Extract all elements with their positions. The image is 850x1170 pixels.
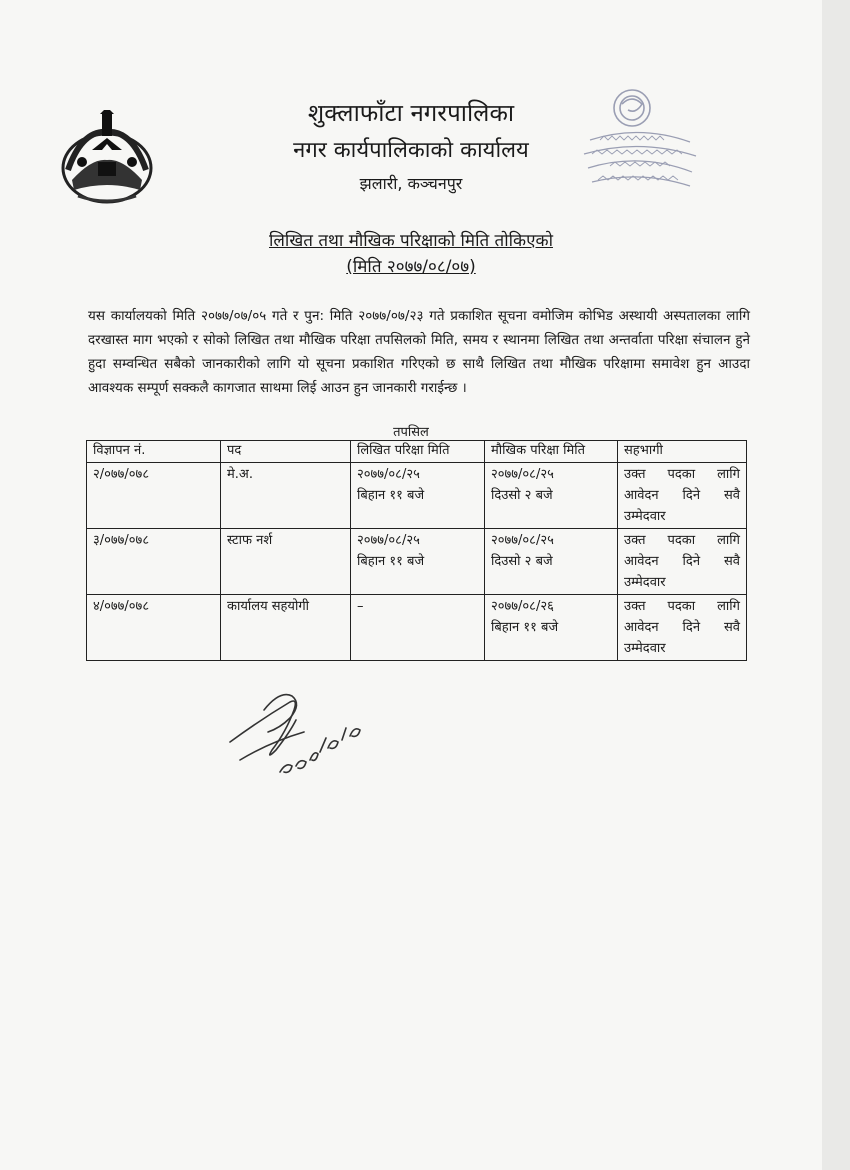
participants-cell [618, 463, 747, 529]
written-time: बिहान ११ बजे [357, 554, 425, 569]
participants-line: उम्मेदवार [624, 641, 666, 656]
oral-date: २०७७/०८/२५ [491, 533, 554, 548]
municipality-name: शुक्लाफाँटा नगरपालिका [307, 99, 515, 127]
oral-time: बिहान ११ बजे [491, 620, 559, 635]
oral-date: २०७७/०८/२५ [491, 467, 554, 482]
post-cell: मे.अ. [221, 463, 351, 529]
oral-time: दिउसो २ बजे [491, 554, 553, 569]
scan-edge [822, 0, 850, 1170]
header-participants: सहभागी [618, 441, 747, 463]
participants-cell [618, 595, 747, 661]
office-name: नगर कार्यपालिकाको कार्यालय [293, 138, 529, 163]
ad-no-cell: ४/०७७/०७८ [87, 595, 221, 661]
ad-no-cell: २/०७७/०७८ [87, 463, 221, 529]
table-caption: तपसिल [393, 425, 429, 440]
handwritten-signature [220, 680, 380, 780]
notice-title: लिखित तथा मौखिक परिक्षाको मिति तोकिएको [269, 231, 553, 251]
table-row [87, 529, 747, 595]
participants-line: आवेदन दिने सवै [624, 620, 740, 635]
office-address: झलारी, कञ्चनपुर [359, 174, 463, 193]
exam-schedule-table [86, 440, 747, 661]
written-cell [351, 463, 485, 529]
participants-line: उक्त पदका लागि [624, 533, 740, 548]
written-date: २०७७/०८/२५ [357, 467, 420, 482]
participants-cell [618, 529, 747, 595]
written-date: – [357, 599, 364, 614]
written-cell [351, 529, 485, 595]
ad-no-cell: ३/०७७/०७८ [87, 529, 221, 595]
header-ad-no: विज्ञापन नं. [87, 441, 221, 463]
table-row [87, 595, 747, 661]
oral-date: २०७७/०८/२६ [491, 599, 554, 614]
participants-line: उक्त पदका लागि [624, 599, 740, 614]
participants-line: उम्मेदवार [624, 509, 666, 524]
header-post: पद [221, 441, 351, 463]
header-written-date: लिखित परिक्षा मिति [351, 441, 485, 463]
participants-line: उम्मेदवार [624, 575, 666, 590]
notice-date: (मिति २०७७/०८/०७) [346, 257, 476, 277]
written-cell [351, 595, 485, 661]
table-row [87, 463, 747, 529]
oral-cell [485, 595, 618, 661]
notice-body: यस कार्यालयको मिति २०७७/०७/०५ गते र पुन: मिति २०७७/०७/२३ गते प्रकाशित सूचना वमोजिम कोभिड अस्थायी अस्पतालका लागि दरखास्त माग भएको र सोको लिखित तथा मौखिक परिक्षा तपसिलको मिति, समय र स्थानमा लिखित तथा अन्तर्वाता परिक्षा संचालन हुने हुदा सम्वन्धित सबैको जानकारीको लागि यो सूचना प्रकाशित गरिएको छ साथै लिखित तथा मौखिक परिक्षामा समावेश हुन आउदा आवश्यक सम्पूर्ण सक्कलै कागजात साथमा लिई आउन हुन जानकारी गराईन्छ । [88, 308, 750, 396]
oral-time: दिउसो २ बजे [491, 488, 553, 503]
written-date: २०७७/०८/२५ [357, 533, 420, 548]
header-oral-date: मौखिक परिक्षा मिति [485, 441, 618, 463]
oral-cell [485, 463, 618, 529]
written-time: बिहान ११ बजे [357, 488, 425, 503]
oral-cell [485, 529, 618, 595]
table-header-row [87, 441, 747, 463]
participants-line: आवेदन दिने सवै [624, 488, 740, 503]
participants-line: आवेदन दिने सवै [624, 554, 740, 569]
post-cell: कार्यालय सहयोगी [221, 595, 351, 661]
participants-line: उक्त पदका लागि [624, 467, 740, 482]
post-cell: स्टाफ नर्श [221, 529, 351, 595]
